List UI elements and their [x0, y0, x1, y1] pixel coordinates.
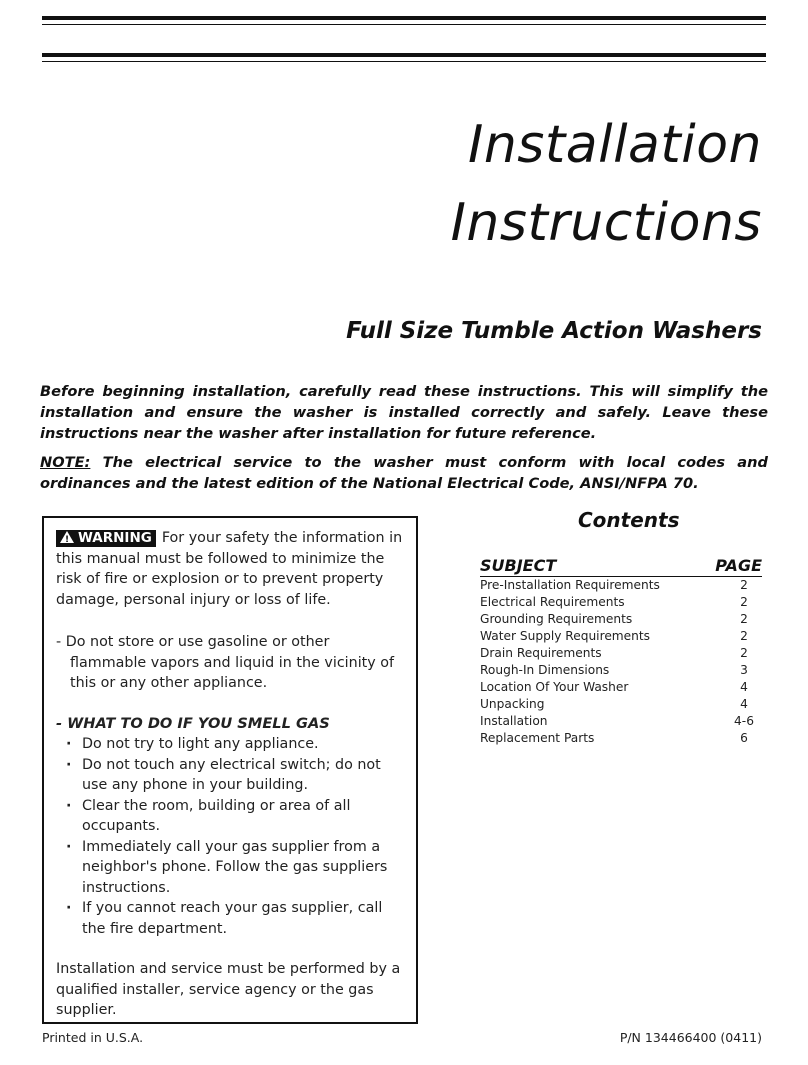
warning-badge-label: WARNING	[78, 530, 152, 546]
gas-step: · Immediately call your gas supplier from a neighbor's phone. Follow the gas suppliers instructions.	[56, 837, 404, 899]
contents-row[interactable]	[480, 679, 762, 696]
warning-closing: Installation and service must be performed by a qualified installer, service agency or the gas supplier.	[56, 961, 401, 1018]
contents-subject: Water Supply Requirements	[480, 629, 651, 643]
contents-row[interactable]	[480, 594, 762, 611]
gas-steps-list	[56, 734, 404, 939]
contents-page: 2	[740, 578, 748, 592]
second-rule-thick	[42, 53, 766, 57]
note-label: NOTE:	[40, 454, 91, 471]
warning-lead-text: For your safety the information in this manual must be followed to minimize the risk of fire or explosion or to prevent property damage, personal injury or loss of life.	[56, 530, 403, 608]
contents-row[interactable]	[480, 628, 762, 645]
contents-subject: Replacement Parts	[480, 731, 595, 745]
contents-table	[480, 556, 762, 747]
gas-step: · If you cannot reach your gas supplier, call the fire department.	[56, 898, 404, 939]
contents-page: 4	[740, 697, 748, 711]
contents-page: 2	[740, 595, 748, 609]
contents-page: 3	[740, 663, 748, 677]
contents-row[interactable]	[480, 662, 762, 679]
contents-row[interactable]	[480, 611, 762, 628]
contents-subject: Installation	[480, 714, 548, 728]
second-rule-thin	[42, 61, 766, 62]
contents-subject: Grounding Requirements	[480, 612, 633, 626]
gas-step: · Do not touch any electrical switch; do not use any phone in your building.	[56, 755, 404, 796]
contents-row[interactable]	[480, 713, 762, 730]
contents-subject: Pre-Installation Requirements	[480, 578, 660, 592]
contents-row[interactable]	[480, 645, 762, 662]
title-line-2: Instructions	[450, 193, 762, 253]
printed-in-note: Printed in U.S.A.	[42, 1030, 144, 1045]
gas-step: · Do not try to light any appliance.	[56, 734, 404, 755]
gas-step: · Clear the room, building or area of all occupants.	[56, 796, 404, 837]
contents-page: 6	[740, 731, 748, 745]
part-number: P/N 134466400 (0411)	[619, 1030, 762, 1045]
note-text: The electrical service to the washer must conform with local codes and ordinances and the latest edition of the National Electrical Code, ANSI/NFPA 70.	[40, 454, 768, 492]
top-rule-thick	[42, 16, 766, 20]
contents-subject: Rough-In Dimensions	[480, 663, 610, 677]
intro-paragraph: Before beginning installation, carefully read these instructions. This will simplify the installation and ensure the washer is installed correctly and safely. Leave these instructions near the washer after installation for future reference.	[40, 383, 768, 442]
flammable-warning: - Do not store or use gasoline or other flammable vapors and liquid in the vicinity of this or any other appliance.	[56, 634, 395, 691]
contents-row[interactable]	[480, 696, 762, 713]
contents-page: 4-6	[734, 714, 754, 728]
warning-lead-paragraph	[56, 528, 404, 610]
note-paragraph	[40, 452, 768, 494]
contents-page: 2	[740, 646, 748, 660]
contents-page: 4	[740, 680, 748, 694]
contents-heading: Contents	[578, 508, 680, 532]
contents-page: 2	[740, 629, 748, 643]
document-title	[451, 106, 762, 262]
warning-triangle-icon: !	[60, 531, 74, 543]
title-line-1: Installation	[467, 115, 762, 175]
contents-header-row	[480, 556, 762, 577]
page-column-header: PAGE	[715, 556, 762, 575]
contents-row[interactable]	[480, 730, 762, 747]
contents-row[interactable]	[480, 577, 762, 594]
warning-box	[42, 516, 418, 1024]
contents-subject: Location Of Your Washer	[480, 680, 629, 694]
gas-smell-heading: - WHAT TO DO IF YOU SMELL GAS	[56, 714, 330, 732]
contents-subject: Unpacking	[480, 697, 545, 711]
document-subtitle: Full Size Tumble Action Washers	[346, 318, 762, 344]
warning-badge	[56, 530, 156, 547]
contents-page: 2	[740, 612, 748, 626]
subject-column-header: SUBJECT	[480, 556, 557, 575]
contents-subject: Electrical Requirements	[480, 595, 625, 609]
top-rule-thin	[42, 24, 766, 25]
contents-subject: Drain Requirements	[480, 646, 602, 660]
